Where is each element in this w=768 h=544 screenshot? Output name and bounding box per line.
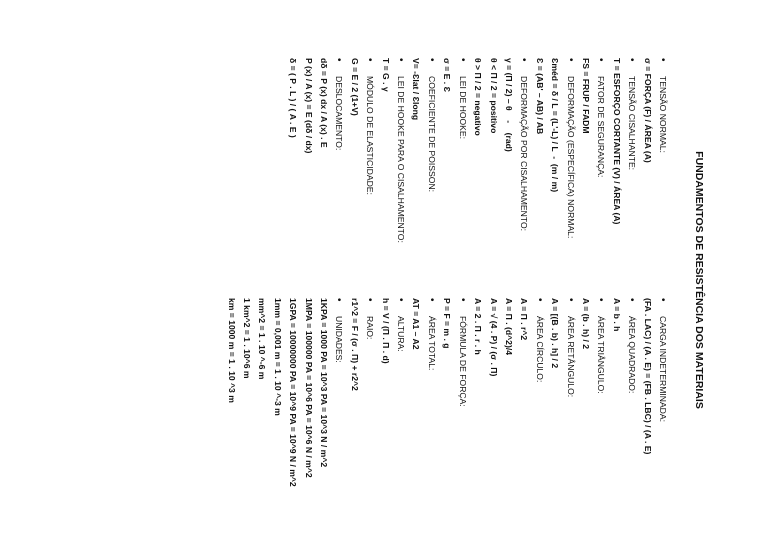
- bullet-item: [426, 58, 437, 258]
- bullet-icon: •: [456, 298, 468, 302]
- section-label: CARGA INDETERMINADA:: [658, 316, 668, 423]
- formula: θ > Π / 2 = negativo: [473, 58, 484, 136]
- bullet-icon: •: [425, 58, 437, 62]
- bullet-icon: •: [657, 298, 668, 302]
- section-label: UNIDADES:: [334, 316, 345, 363]
- formula: h = V / (Π . Π . d): [380, 298, 391, 364]
- section-label: DESLOCAMENTO:: [334, 76, 345, 151]
- section-label: FATOR DE SEGURANÇA:: [596, 76, 607, 178]
- formula: G = E / 2 (1+V): [349, 58, 360, 116]
- formula: T = ESFORÇO CORTANTE (V) / ÁREA (A): [611, 58, 622, 225]
- bullet-icon: •: [395, 298, 407, 302]
- bullet-item: [595, 298, 606, 520]
- bullet-icon: •: [456, 58, 468, 62]
- section-label: ÁREA TOTAL:: [426, 316, 437, 371]
- page-title: FUNDAMENTOS DE RESISTÊNCIA DOS MATERIAIS: [693, 151, 705, 409]
- formula: σ = E . Ɛ: [442, 58, 453, 92]
- bullet-icon: •: [533, 298, 545, 302]
- formula: A = Π . r^2: [519, 298, 530, 341]
- bullet-item: [657, 298, 668, 520]
- section-label: ÁREA QUADRADO:: [627, 316, 638, 394]
- bullet-item: [518, 58, 529, 258]
- formula: δ = ( P . L ) / ( A . E ): [288, 58, 299, 138]
- right-column: [221, 298, 668, 520]
- formula: A = [(B . b) . h] / 2: [550, 298, 561, 369]
- formula: A = √ (4 . P) / (σ . Π): [488, 298, 499, 377]
- formula: Ɛ = (AB' – AB) / AB: [534, 58, 545, 135]
- section-label: RAIO:: [365, 316, 376, 340]
- formula: 1 km^2 = 1 . 10^6 m: [242, 298, 253, 379]
- formula: A = b . h: [611, 298, 622, 332]
- bullet-icon: •: [395, 58, 407, 62]
- bullet-icon: •: [364, 298, 376, 302]
- section-label: DEFORMAÇÃO (ESPECÍFICA) NORMAL:: [565, 76, 576, 239]
- bullet-icon: •: [626, 298, 638, 302]
- section-label: LEI DE HOOKE PARA O CISALHAMENTO:: [396, 76, 407, 243]
- bullet-icon: •: [626, 58, 638, 62]
- section-label: TENSÃO NORMAL:: [658, 76, 668, 153]
- formula: AT = A1 – A2: [411, 298, 422, 350]
- section-label: DEFORMAÇÃO POR CISALHAMENTO:: [519, 76, 530, 232]
- bullet-item: [564, 58, 575, 258]
- bullet-item: [364, 58, 375, 258]
- bullet-item: [626, 298, 637, 520]
- formula: V= -Ɛlat / Ɛlong: [411, 58, 422, 121]
- formula: FS = FRUP / FADM: [580, 58, 591, 134]
- formula: A = (b . h) / 2: [580, 298, 591, 350]
- formula: mm^2 = 1 . 10 ^-6 m: [257, 298, 268, 380]
- formula: r1^2 = F / (σ . Π) + r2^2: [349, 298, 360, 391]
- section-label: ÁREA TRIÂNGULO:: [596, 316, 607, 394]
- bullet-icon: •: [364, 58, 376, 62]
- bullet-icon: •: [564, 298, 576, 302]
- bullet-item: [626, 58, 637, 258]
- formula: P (x) / A (x) = E (dδ / dx): [303, 58, 314, 154]
- section-label: LEI DE HOOKE:: [457, 76, 468, 140]
- formula: θ < Π / 2 = positivo: [488, 58, 499, 134]
- bullet-item: [364, 298, 375, 520]
- bullet-icon: •: [518, 58, 530, 62]
- bullet-item: [426, 298, 437, 520]
- section-label: TENSÃO CISALHANTE:: [627, 76, 638, 171]
- bullet-item: [395, 58, 406, 258]
- formula: A = Π . (d^2)/4: [503, 298, 514, 355]
- section-label: ÁREA RETÂNGULO:: [565, 316, 576, 398]
- bullet-item: [333, 58, 344, 258]
- section-label: MÓDULO DE ELASTICIDADE:: [365, 76, 376, 195]
- formula: km = 1000 m = 1 . 10 ^3 m: [226, 298, 237, 403]
- bullet-item: [456, 58, 467, 258]
- formula: A = 2 . Π . r . h: [473, 298, 484, 355]
- bullet-item: [564, 298, 575, 520]
- formula: 1GPA = 10000000 PA = 10^9 PA = 10^9 N / m^2: [288, 298, 299, 487]
- formula: (FA . LAC) / (A . E) = (FB . LBC) / (A . E): [642, 298, 653, 455]
- formula: dδ = P (x) dx / A (x) . E: [319, 58, 330, 148]
- formula: 1mm = 0,001 m = 1 . 10 ^-3 m: [272, 298, 283, 416]
- left-column: [283, 58, 668, 258]
- bullet-item: [657, 58, 668, 258]
- formula: 1KPA = 1000 PA = 10^3 PA = 10^3 N / m^2: [319, 298, 330, 468]
- formula: P = F = m . g: [442, 298, 453, 349]
- bullet-icon: •: [595, 298, 607, 302]
- bullet-item: [595, 58, 606, 258]
- bullet-item: [456, 298, 467, 520]
- bullet-icon: •: [595, 58, 607, 62]
- formula: σ = FORÇA (F) / ÁREA (A): [642, 58, 653, 163]
- section-label: ÁREA CÍRCULO:: [534, 316, 545, 383]
- section-label: COEFICIENTE DE POISSON:: [426, 76, 437, 193]
- bullet-icon: •: [425, 298, 437, 302]
- bullet-item: [533, 298, 544, 520]
- formula: Ɛméd = δ / L = (L'-L) / L - (m / m): [550, 58, 561, 193]
- section-label: FÓRMULA DE FORÇA:: [457, 316, 468, 407]
- bullet-icon: •: [333, 298, 345, 302]
- formula: T = G . γ: [380, 58, 391, 92]
- bullet-icon: •: [564, 58, 576, 62]
- formula: γ = (Π / 2) – θ - (rad): [503, 58, 514, 152]
- bullet-item: [395, 298, 406, 520]
- formula: 1MPA = 100000 PA = 10^6 PA = 10^6 N / m^2: [303, 298, 314, 478]
- bullet-item: [333, 298, 344, 520]
- section-label: ALTURA:: [396, 316, 407, 352]
- bullet-icon: •: [333, 58, 345, 62]
- bullet-icon: •: [657, 58, 668, 62]
